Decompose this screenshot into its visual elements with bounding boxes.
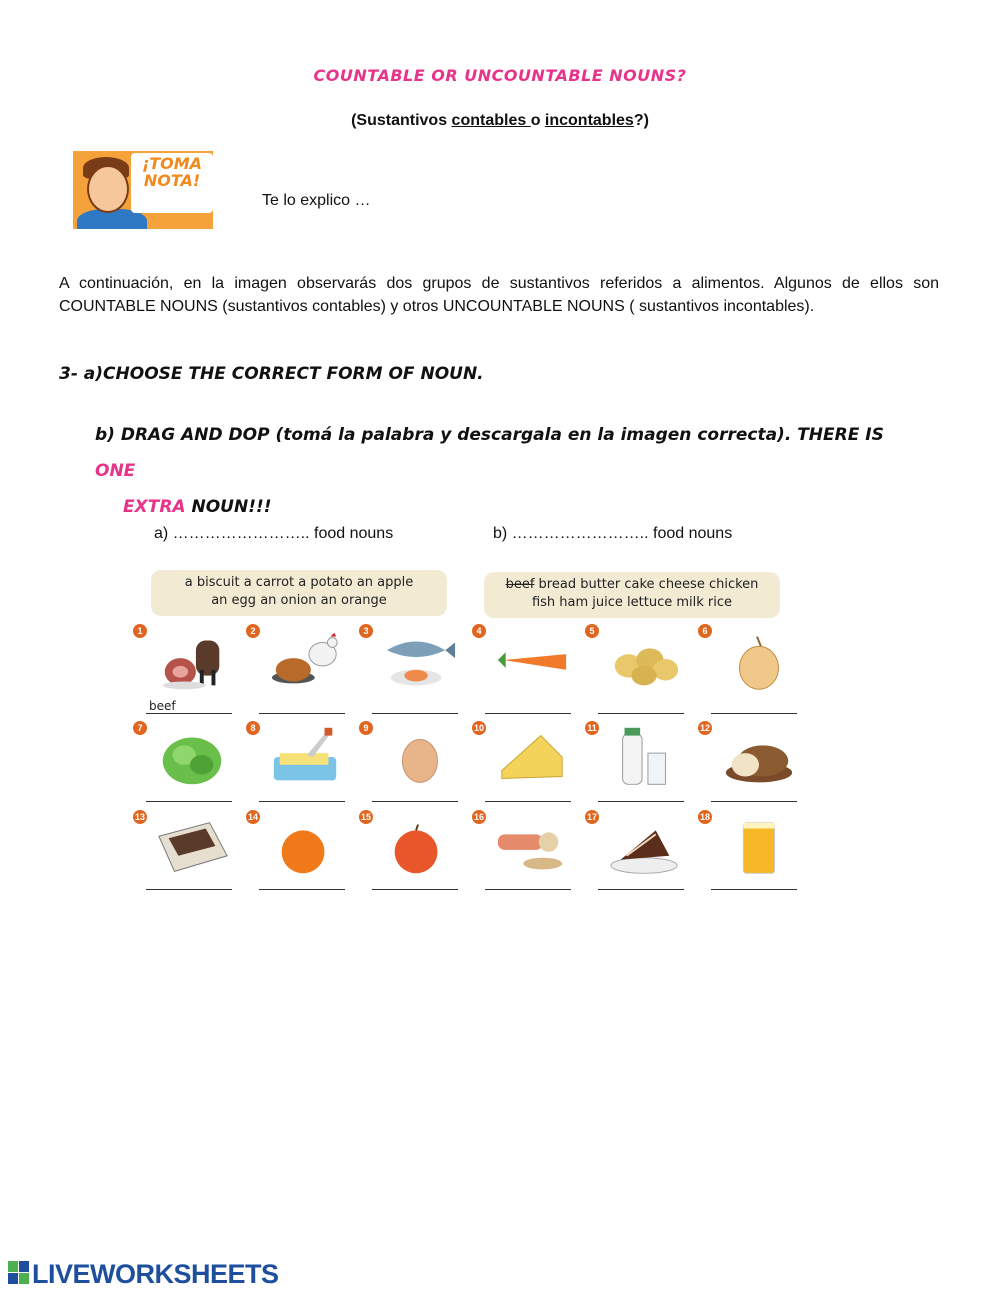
food-item-18: [698, 810, 798, 898]
countable-words-line1: a biscuit a carrot a potato an apple: [184, 575, 414, 590]
apple-icon: [381, 816, 457, 878]
item-number-badge: 13: [134, 812, 145, 822]
answer-drop-field-15[interactable]: [372, 889, 458, 890]
subtitle-mid: o: [530, 112, 545, 129]
uncountable-word-box: [484, 572, 780, 618]
food-item-2: [246, 624, 346, 712]
item-number-badge: 18: [699, 812, 710, 822]
food-item-11: [585, 721, 685, 809]
subtitle-contables: contables: [451, 112, 531, 129]
food-item-1: [133, 624, 233, 712]
food-item-7: [133, 721, 233, 809]
uncountable-words-line2: fish ham juice lettuce milk rice: [531, 595, 733, 610]
potato-icon: [607, 630, 683, 692]
countable-words-line2: an egg an onion an orange: [211, 593, 387, 608]
milk-icon: [607, 727, 683, 789]
answer-drop-field-13[interactable]: [146, 889, 232, 890]
answer-drop-field-16[interactable]: [485, 889, 571, 890]
answer-drop-field-4[interactable]: [485, 713, 571, 714]
uncountable-words-line1: bread butter cake cheese chicken: [534, 577, 759, 592]
food-item-10: [472, 721, 572, 809]
food-item-14: [246, 810, 346, 898]
answer-drop-field-14[interactable]: [259, 889, 345, 890]
item-number-badge: 11: [585, 721, 599, 735]
question-b: [95, 417, 925, 525]
toma-nota-line2: NOTA!: [143, 171, 201, 190]
answer-drop-field-18[interactable]: [711, 889, 797, 890]
question-b-extra: EXTRA: [123, 497, 186, 517]
beef-icon: [155, 630, 231, 692]
item-number-badge: 10: [473, 723, 484, 733]
answer-drop-field-11[interactable]: [598, 801, 684, 802]
food-item-16: [472, 810, 572, 898]
item-number-badge: 16: [473, 812, 484, 822]
food-item-9: [359, 721, 459, 809]
answer-drop-field-17[interactable]: [598, 889, 684, 890]
subtitle-incontables: incontables: [544, 112, 634, 129]
item-number-badge: 14: [247, 812, 258, 822]
item-number-badge: 5: [585, 624, 599, 638]
item-number-badge: 4: [472, 624, 486, 638]
question-b-one: ONE: [95, 461, 136, 481]
toma-nota-line1: ¡TOMA: [141, 154, 203, 173]
item-number-badge: 15: [360, 812, 371, 822]
butter-icon: [268, 727, 344, 789]
item-number-badge: 7: [133, 721, 147, 735]
egg-icon: [381, 727, 457, 789]
onion-icon: [720, 630, 796, 692]
food-item-6: [698, 624, 798, 712]
item-number-badge: 3: [359, 624, 373, 638]
answer-drop-field-2[interactable]: [259, 713, 345, 714]
answer-drop-field-9[interactable]: [372, 801, 458, 802]
answer-drop-field-5[interactable]: [598, 713, 684, 714]
item-number-badge: 2: [246, 624, 260, 638]
intro-paragraph: A continuación, en la imagen observarás dos grupos de sustantivos referidos a alimentos. Algunos de ellos son COUNTABLE NOUNS (sustantivos contables) y otros UNCOUNTABLE NOUNS ( sustantivos incontables).: [59, 275, 939, 315]
toma-nota-illustration: [73, 151, 213, 229]
countable-word-box: [151, 570, 447, 616]
item-number-badge: 9: [359, 721, 373, 735]
rice-icon: [155, 816, 231, 878]
explico-text: Te lo explico …: [262, 192, 371, 209]
answer-drop-field-1[interactable]: [146, 713, 232, 714]
food-item-13: [133, 810, 233, 898]
heading-a-drop-zone[interactable]: a) …………………….. food nouns: [154, 525, 394, 542]
answer-drop-field-6[interactable]: [711, 713, 797, 714]
bread-icon: [720, 727, 796, 789]
answer-drop-field-10[interactable]: [485, 801, 571, 802]
item-number-badge: 17: [586, 812, 597, 822]
boy-face: [87, 165, 129, 213]
ham-icon: [494, 816, 570, 878]
carrot-icon: [494, 630, 570, 692]
answer-drop-field-12[interactable]: [711, 801, 797, 802]
liveworksheets-logo-icon: [8, 1261, 30, 1285]
question-a: 3- a)CHOOSE THE CORRECT FORM OF NOUN.: [59, 364, 484, 384]
question-b-noun: NOUN!!!: [185, 497, 272, 517]
liveworksheets-logo-text: LIVEWORKSHEETS: [32, 1259, 279, 1289]
item-number-badge: 12: [699, 723, 710, 733]
struck-word-beef: beef: [505, 577, 535, 592]
subtitle-close: ?): [633, 112, 649, 129]
answer-drop-field-3[interactable]: [372, 713, 458, 714]
juice-icon: [720, 816, 796, 878]
worksheet-title: COUNTABLE OR UNCOUNTABLE NOUNS?: [313, 66, 687, 85]
heading-b-drop-zone[interactable]: b) …………………….. food nouns: [493, 525, 733, 542]
cake-icon: [607, 816, 683, 878]
food-item-4: [472, 624, 572, 712]
answer-drop-field-7[interactable]: [146, 801, 232, 802]
fish-icon: [381, 630, 457, 692]
worksheet-subtitle: [0, 112, 1000, 130]
toma-nota-text: [133, 155, 211, 189]
answer-text-1: beef: [149, 699, 176, 713]
cheese-icon: [494, 727, 570, 789]
item-number-badge: 8: [246, 721, 260, 735]
orange-icon: [268, 816, 344, 878]
food-item-12: [698, 721, 798, 809]
food-item-3: [359, 624, 459, 712]
subtitle-open: (Sustantivos: [351, 112, 452, 129]
chicken-icon: [268, 630, 344, 692]
food-item-15: [359, 810, 459, 898]
answer-drop-field-8[interactable]: [259, 801, 345, 802]
food-item-5: [585, 624, 685, 712]
item-number-badge: 1: [133, 624, 147, 638]
food-item-17: [585, 810, 685, 898]
food-item-8: [246, 721, 346, 809]
item-number-badge: 6: [698, 624, 712, 638]
question-b-text: b) DRAG AND DOP (tomá la palabra y descargala en la imagen correcta). THERE IS: [95, 425, 884, 445]
lettuce-icon: [155, 727, 231, 789]
